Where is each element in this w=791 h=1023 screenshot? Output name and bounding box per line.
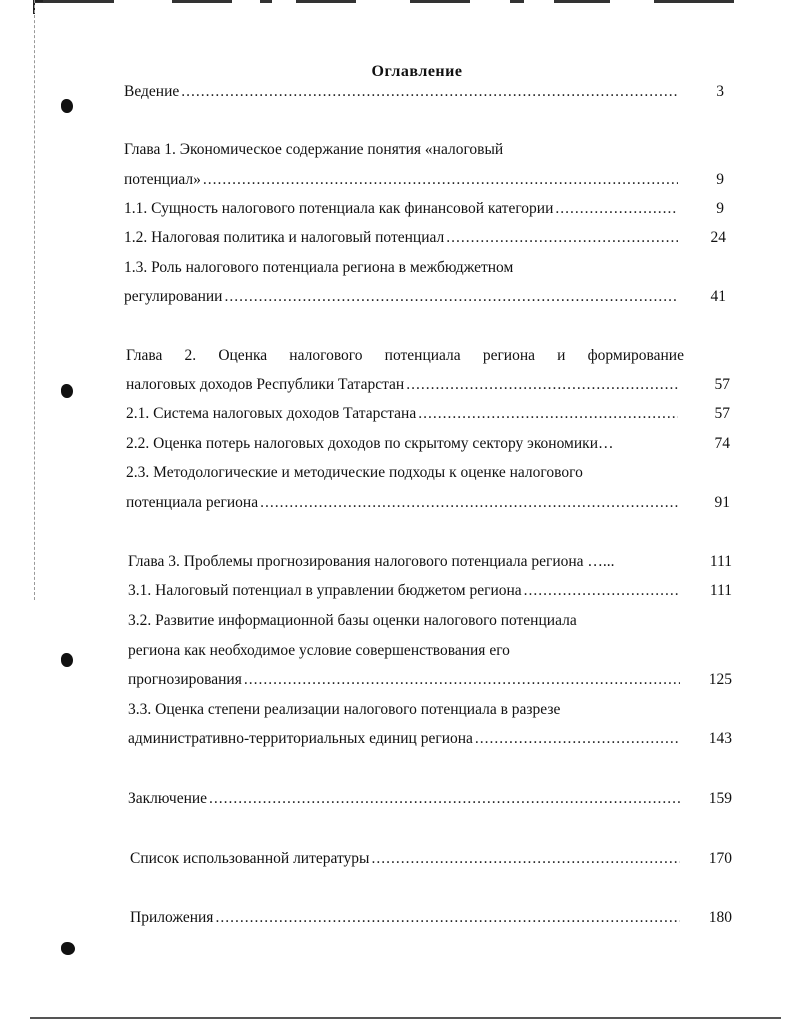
punch-hole-icon [61,653,73,667]
toc-entry-chapter-1 [124,170,680,190]
toc-entry-label: потенциала региона [126,494,259,511]
leader-dots [181,82,678,102]
toc-entry-references [130,849,682,869]
toc-entry-label: прогнозирования [128,671,242,688]
toc-entry-intro [124,82,680,102]
toc-entry-1-1 [124,199,680,219]
page-number: 143 [708,730,732,747]
toc-entry-1-3 [124,287,680,307]
leader-dots [371,849,680,869]
chapter-3-heading: Глава 3. Проблемы прогнозирования налогового потенциала региона …... [128,553,615,570]
page-number: 57 [714,405,730,422]
scan-edge-bottom [30,1017,781,1019]
chapter-2-heading: Глава 2. Оценка налогового потенциала региона и формирование [126,347,684,364]
toc-entry-label: налоговых доходов Республики Татарстан [126,376,405,393]
punch-hole-icon [61,99,73,113]
page-number: 9 [716,200,724,217]
punch-hole-icon [61,942,75,955]
toc-entry-2-3 [126,493,680,513]
leader-dots [209,789,680,809]
toc-entry-1-3-line1: 1.3. Роль налогового потенциала региона в межбюджетном [124,259,514,276]
leader-dots [224,287,678,307]
toc-entry-label: 2.1. Система налоговых доходов Татарстана [126,405,417,422]
toc-entry-appendix [130,908,682,928]
page-number: 91 [714,494,730,511]
toc-entry-2-3-line1: 2.3. Методологические и методические подходы к оценке налогового [126,464,583,481]
leader-dots [260,493,678,513]
toc-entry-conclusion [128,789,682,809]
toc-entry-label: административно-территориальных единиц региона [128,730,473,747]
toc-entry-chapter-2 [126,375,680,395]
toc-entry-label: Ведение [124,83,180,100]
leader-dots [418,404,678,424]
toc-entry-label: регулировании [124,288,223,305]
toc-entry-1-2 [124,228,680,248]
toc-entry-3-2-line1: 3.2. Развитие информационной базы оценки налогового потенциала [128,612,577,629]
toc-entry-3-2-line2: региона как необходимое условие совершенствования его [128,642,510,659]
page-number: 3 [716,83,724,100]
page-number: 9 [716,171,724,188]
toc-entry-label: Список использованной литературы [130,850,370,867]
toc-entry-3-3-line1: 3.3. Оценка степени реализации налогового потенциала в разрезе [128,701,561,718]
page-number: 111 [709,582,732,599]
toc-entry-3-3 [128,729,682,749]
leader-dots [406,375,678,395]
leader-dots [446,228,678,248]
page-number: 41 [710,288,726,305]
page-number: 111 [709,553,732,570]
toc-entry-label: Заключение [128,790,208,807]
leader-dots [244,670,680,690]
leader-dots [475,729,680,749]
toc-entry-3-1 [128,581,682,601]
page-number: 24 [710,229,726,246]
punch-hole-icon [61,384,73,398]
toc-entry-label: потенциал» [124,171,201,188]
page-number: 74 [714,435,730,452]
page-number: 170 [708,850,732,867]
scan-edge-top [34,0,774,6]
toc-entry-2-1 [126,404,680,424]
page-number: 125 [708,671,732,688]
leader-dots [524,581,680,601]
chapter-1-heading: Глава 1. Экономическое содержание понятия «налоговый [124,141,504,158]
toc-entry-label: 3.1. Налоговый потенциал в управлении бюджетом региона [128,582,522,599]
toc-entry-label: 1.2. Налоговая политика и налоговый потенциал [124,229,445,246]
page-number: 159 [708,790,732,807]
leader-dots [203,170,678,190]
toc-entry-3-2 [128,670,682,690]
leader-dots [215,908,680,928]
page-number: 57 [714,376,730,393]
scan-edge-left [34,0,36,600]
toc-entry-2-2: 2.2. Оценка потерь налоговых доходов по скрытому сектору экономики… [126,435,614,452]
toc-entry-label: Приложения [130,909,214,926]
toc-entry-label: 1.1. Сущность налогового потенциала как финансовой категории [124,200,554,217]
page-title: Оглавление [371,63,463,80]
leader-dots [555,199,678,219]
page-number: 180 [708,909,732,926]
